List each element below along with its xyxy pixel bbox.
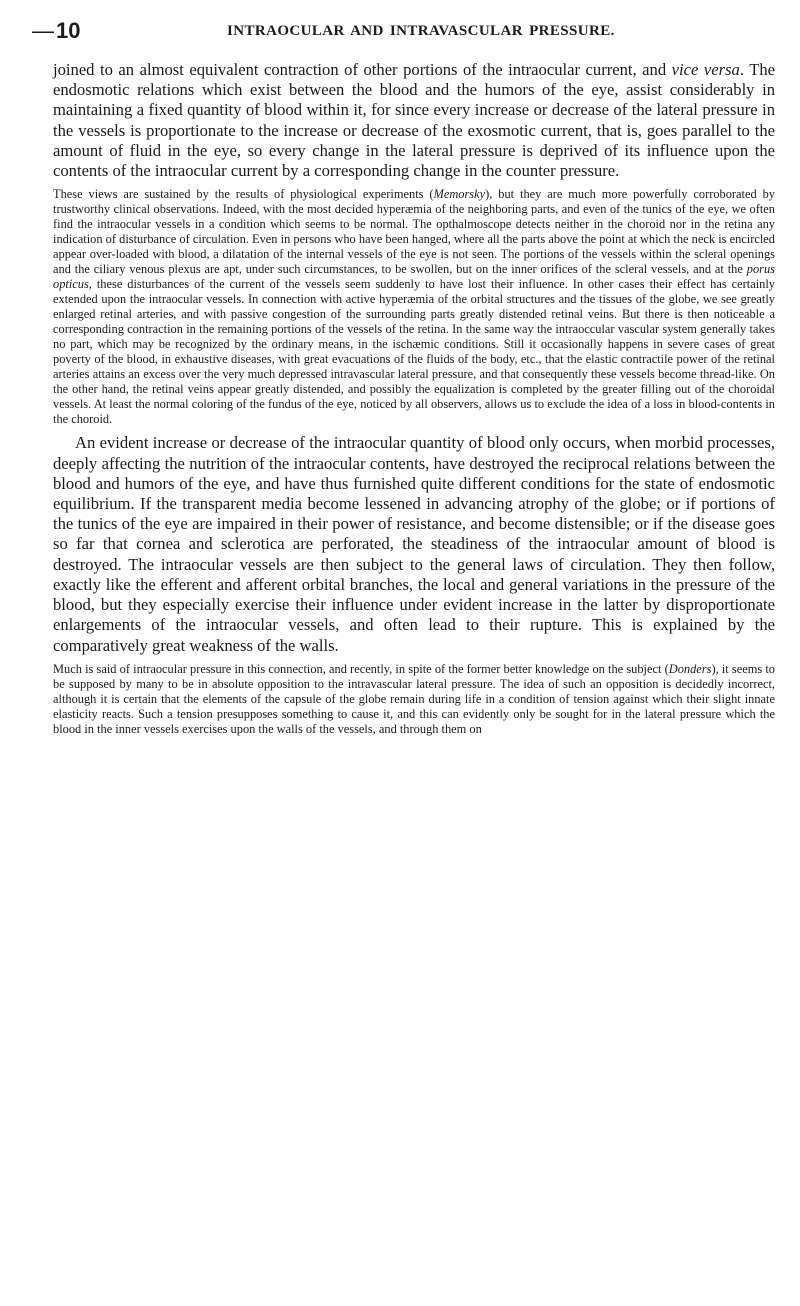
paragraph-main: [53, 433, 775, 655]
paragraph-continued: [53, 60, 775, 181]
term-vice-versa: vice versa: [671, 60, 740, 79]
paragraph-small-print-1: [53, 187, 775, 426]
paragraph-text: joined to an almost equivalent contraction of other portions of the intraocular current, and vice versa. The endosmotic relations which exist between the blood and the humors of the eye, assist considerably in maintaining a fixed quantity of blood within it, for since every increase or decrease of the lateral pressure in the vessels is proportionate to the increase or decrease of the exosmotic current, that is, goes parallel to the amount of fluid in the eye, so every change in the lateral pressure is deprived of its influence upon the contents of the intraocular current by a corresponding change in the counter pressure.: [53, 60, 776, 181]
page-number-value: 10: [56, 18, 81, 43]
page-header: [32, 18, 772, 48]
running-head: INTRAOCULAR AND INTRAVASCULAR PRESSURE.: [227, 23, 615, 39]
body-text: [53, 60, 775, 736]
paragraph-text: , these disturbances of the current of the vessels seem suddenly to have lost their influence. In other cases their effect has certainly extended upon the intraocular vessels. In connection with active hyperæmia of the orbital structures and the tissues of the globe, we see greatly enlarged retinal arteries, and with passive congestion of the surrounding parts greatly distended retinal veins. But there is then noticeable a corresponding contraction in the remaining portions of the vessels of the retina. In the same way the intraoccular vascular system generally takes no part, which may be recognized by the ordinary means, in the ischæmic conditions. Still it occasionally happens in severe cases of great poverty of the blood, in exhaustive diseases, with great evacuations of the fluids of the body, etc., that the elastic contractile power of the retinal arteries attains an excess over the very much depressed intravascular lateral pressure, and that consequently these vessels become thread-like. On the other hand, the retinal veins appear greatly distended, and possibly the equalization is completed by the greater filling out of the choroidal vessels. At least the normal coloring of the fundus of the eye, noticed by all observers, allows us to exclude the idea of a loss in blood-contents in the choroid.: [53, 276, 775, 426]
term-porus-opticus: porus opticus: [53, 261, 775, 291]
paragraph-text: ), but they are much more powerfully corroborated by trustworthy clinical observations. Indeed, with the most decided hyperæmia of the neighboring parts, and even of the tunics of the eye, we often find the intraocular vessels in a condition which seems to be normal. The opthalmoscope detects neither in the choroid nor in the retina any indication of disturbance of circulation. Even in persons who have been hanged, where all the parts above the point at which the neck is encircled appear over-loaded with blood, a dilatation of the internal vessels of the eye is not seen. The portions of the vessels within the scleral openings and the ciliary venous plexus are apt, under such circumstances, to be swollen, but on the inner orifices of the scleral vessels, and at the: [53, 187, 775, 276]
paragraph-text: These views are sustained by the results of physiological experiments (: [53, 187, 434, 202]
paragraph-small-print-2: [53, 662, 775, 737]
paragraph-text: ), it seems to be supposed by many to be in absolute opposition to the intravascular lateral pressure. The idea of such an opposition is decidedly incorrect, although it is certain that the elements of the capsule of the globe remain during life in a condition of tension against which their slight innate elasticity reacts. Such a tension presupposes something to cause it, and this can evidently only be sought for in the lateral pressure which the blood in the inner vessels exercises upon the walls of the vessels, and through them on: [53, 661, 775, 736]
page-number: [32, 18, 80, 44]
paragraph-text: An evident increase or decrease of the intraocular quantity of blood only occurs, when morbid processes, deeply affecting the nutrition of the intraocular contents, have destroyed the reciprocal relations between the blood and humors of the eye, and have thus furnished quite different conditions for the state of endosmotic equilibrium. If the transparent media become lessened in advancing atrophy of the globe; or if portions of the tunics of the eye are impaired in their power of resistance, and become distensible; or if the disease goes so far that cornea and sclerotica are perforated, the steadiness of the intraocular amount of blood is destroyed. The intraocular vessels are then subject to the general laws of circulation. They then follow, exactly like the efferent and afferent orbital branches, the local and general variations in the pressure of the blood, but they especially exercise their influence under evident increase in the latter by disproportionate enlargements of the intraocular vessels, and often lead to their rupture. This is explained by the comparatively great weakness of the walls.: [53, 433, 775, 655]
page-number-dash: —: [32, 18, 54, 43]
citation-donders: Donders: [668, 661, 712, 676]
citation-memorsky: Memorsky: [433, 187, 486, 202]
paragraph-text: Much is said of intraocular pressure in this connection, and recently, in spite of the former better knowledge on the subject (: [53, 661, 669, 676]
